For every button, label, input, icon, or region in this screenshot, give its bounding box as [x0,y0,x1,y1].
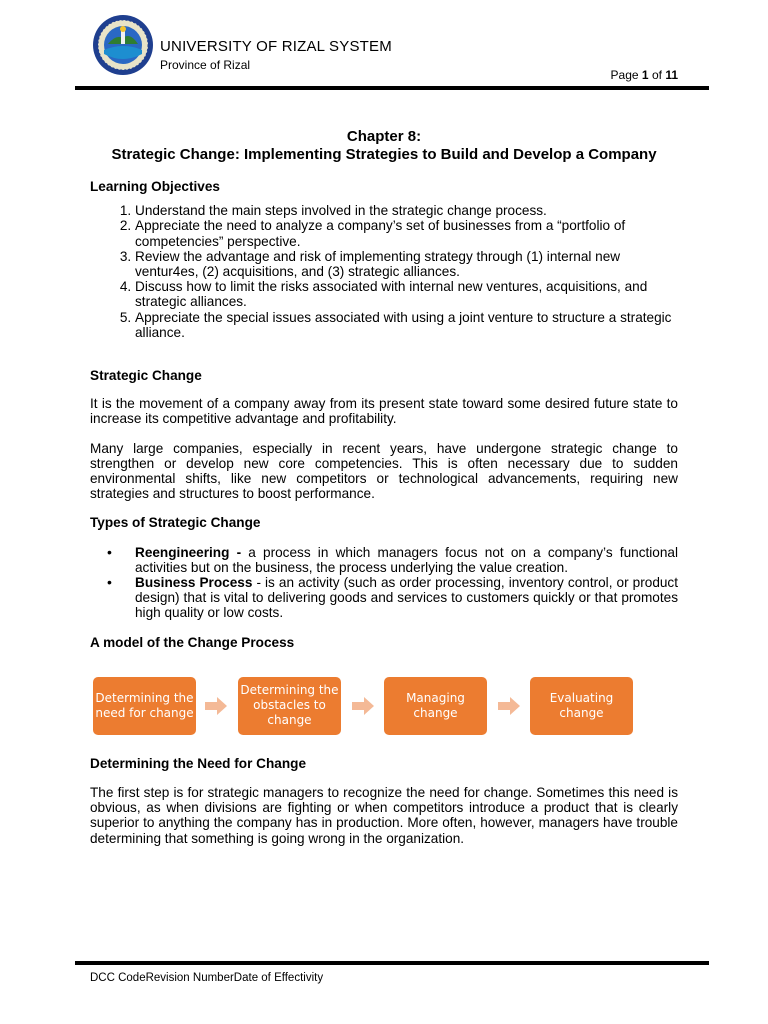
list-item: 3. Review the advantage and risk of implementing strategy through (1) internal new ventur4es, (2) acquisitions, and (3) strategic alliances. [135,249,678,279]
university-name: UNIVERSITY OF RIZAL SYSTEM [160,38,392,55]
learning-objectives-heading: Learning Objectives [90,179,220,194]
step-box: Determining the need for change [93,677,196,735]
list-item: 4. Discuss how to limit the risks associated with internal new ventures, acquisitions, and strategic alliances. [135,279,678,309]
need-for-change-heading: Determining the Need for Change [90,755,307,771]
page-header [0,0,768,100]
chapter-number: Chapter 8: [346,128,422,145]
footer-rule [75,961,709,965]
chapter-heading [90,128,678,164]
change-process-diagram [90,677,678,739]
types-list [90,545,678,621]
university-province: Province of Rizal [160,58,251,72]
chapter-title: Strategic Change: Implementing Strategies to Build and Develop a Company [111,146,657,163]
list-item: 5. Appreciate the special issues associated with using a joint venture to structure a strategic alliance. [135,310,678,340]
document-body [90,128,678,846]
right-arrow-icon [352,697,374,715]
step-box: Evaluating change [530,677,633,735]
right-arrow-icon [498,697,520,715]
list-item: • Business Process - is an activity (such as order processing, inventory control, or product design) that is vital to delivering goods and services to customers quickly or that promotes high quality or low costs. [135,575,678,621]
university-seal-logo [92,14,154,76]
list-item: 1. Understand the main steps involved in the strategic change process. [135,203,678,218]
list-item: • Reengineering - a process in which managers focus not on a company’s functional activities but on the business, the process underlying the value creation. [135,545,678,575]
strategic-change-definition: It is the movement of a company away from its present state toward some desired future state to increase its competitive advantage and profitability. [90,396,678,427]
right-arrow-icon [205,697,227,715]
step-box: Managing change [384,677,487,735]
model-heading: A model of the Change Process [90,634,295,650]
page-footer: DCC CodeRevision NumberDate of Effectivity [90,972,324,984]
types-heading: Types of Strategic Change [90,515,261,531]
strategic-change-paragraph: Many large companies, especially in recent years, have undergone strategic change to strengthen or develop new core competencies. This is often necessary due to sudden environmental shifts, like new competitors or technological advancements, requiring new strategies and structures to boost performance. [90,440,678,502]
need-for-change-paragraph: The first step is for strategic managers to recognize the need for change. Sometimes this need is obvious, as when divisions are fighting or when competitors introduce a product that is clearly superior to anything the company has in production. More often, however, managers have trouble determining that something is going wrong in the organization. [90,785,678,846]
strategic-change-heading: Strategic Change [90,368,202,384]
step-box: Determining the obstacles to change [238,677,341,735]
header-rule [75,86,709,90]
learning-objectives-list [90,203,678,340]
list-item: 2. Appreciate the need to analyze a company’s set of businesses from a “portfolio of competencies” perspective. [135,218,678,248]
page-number: Page 1 of 11 [610,68,678,82]
